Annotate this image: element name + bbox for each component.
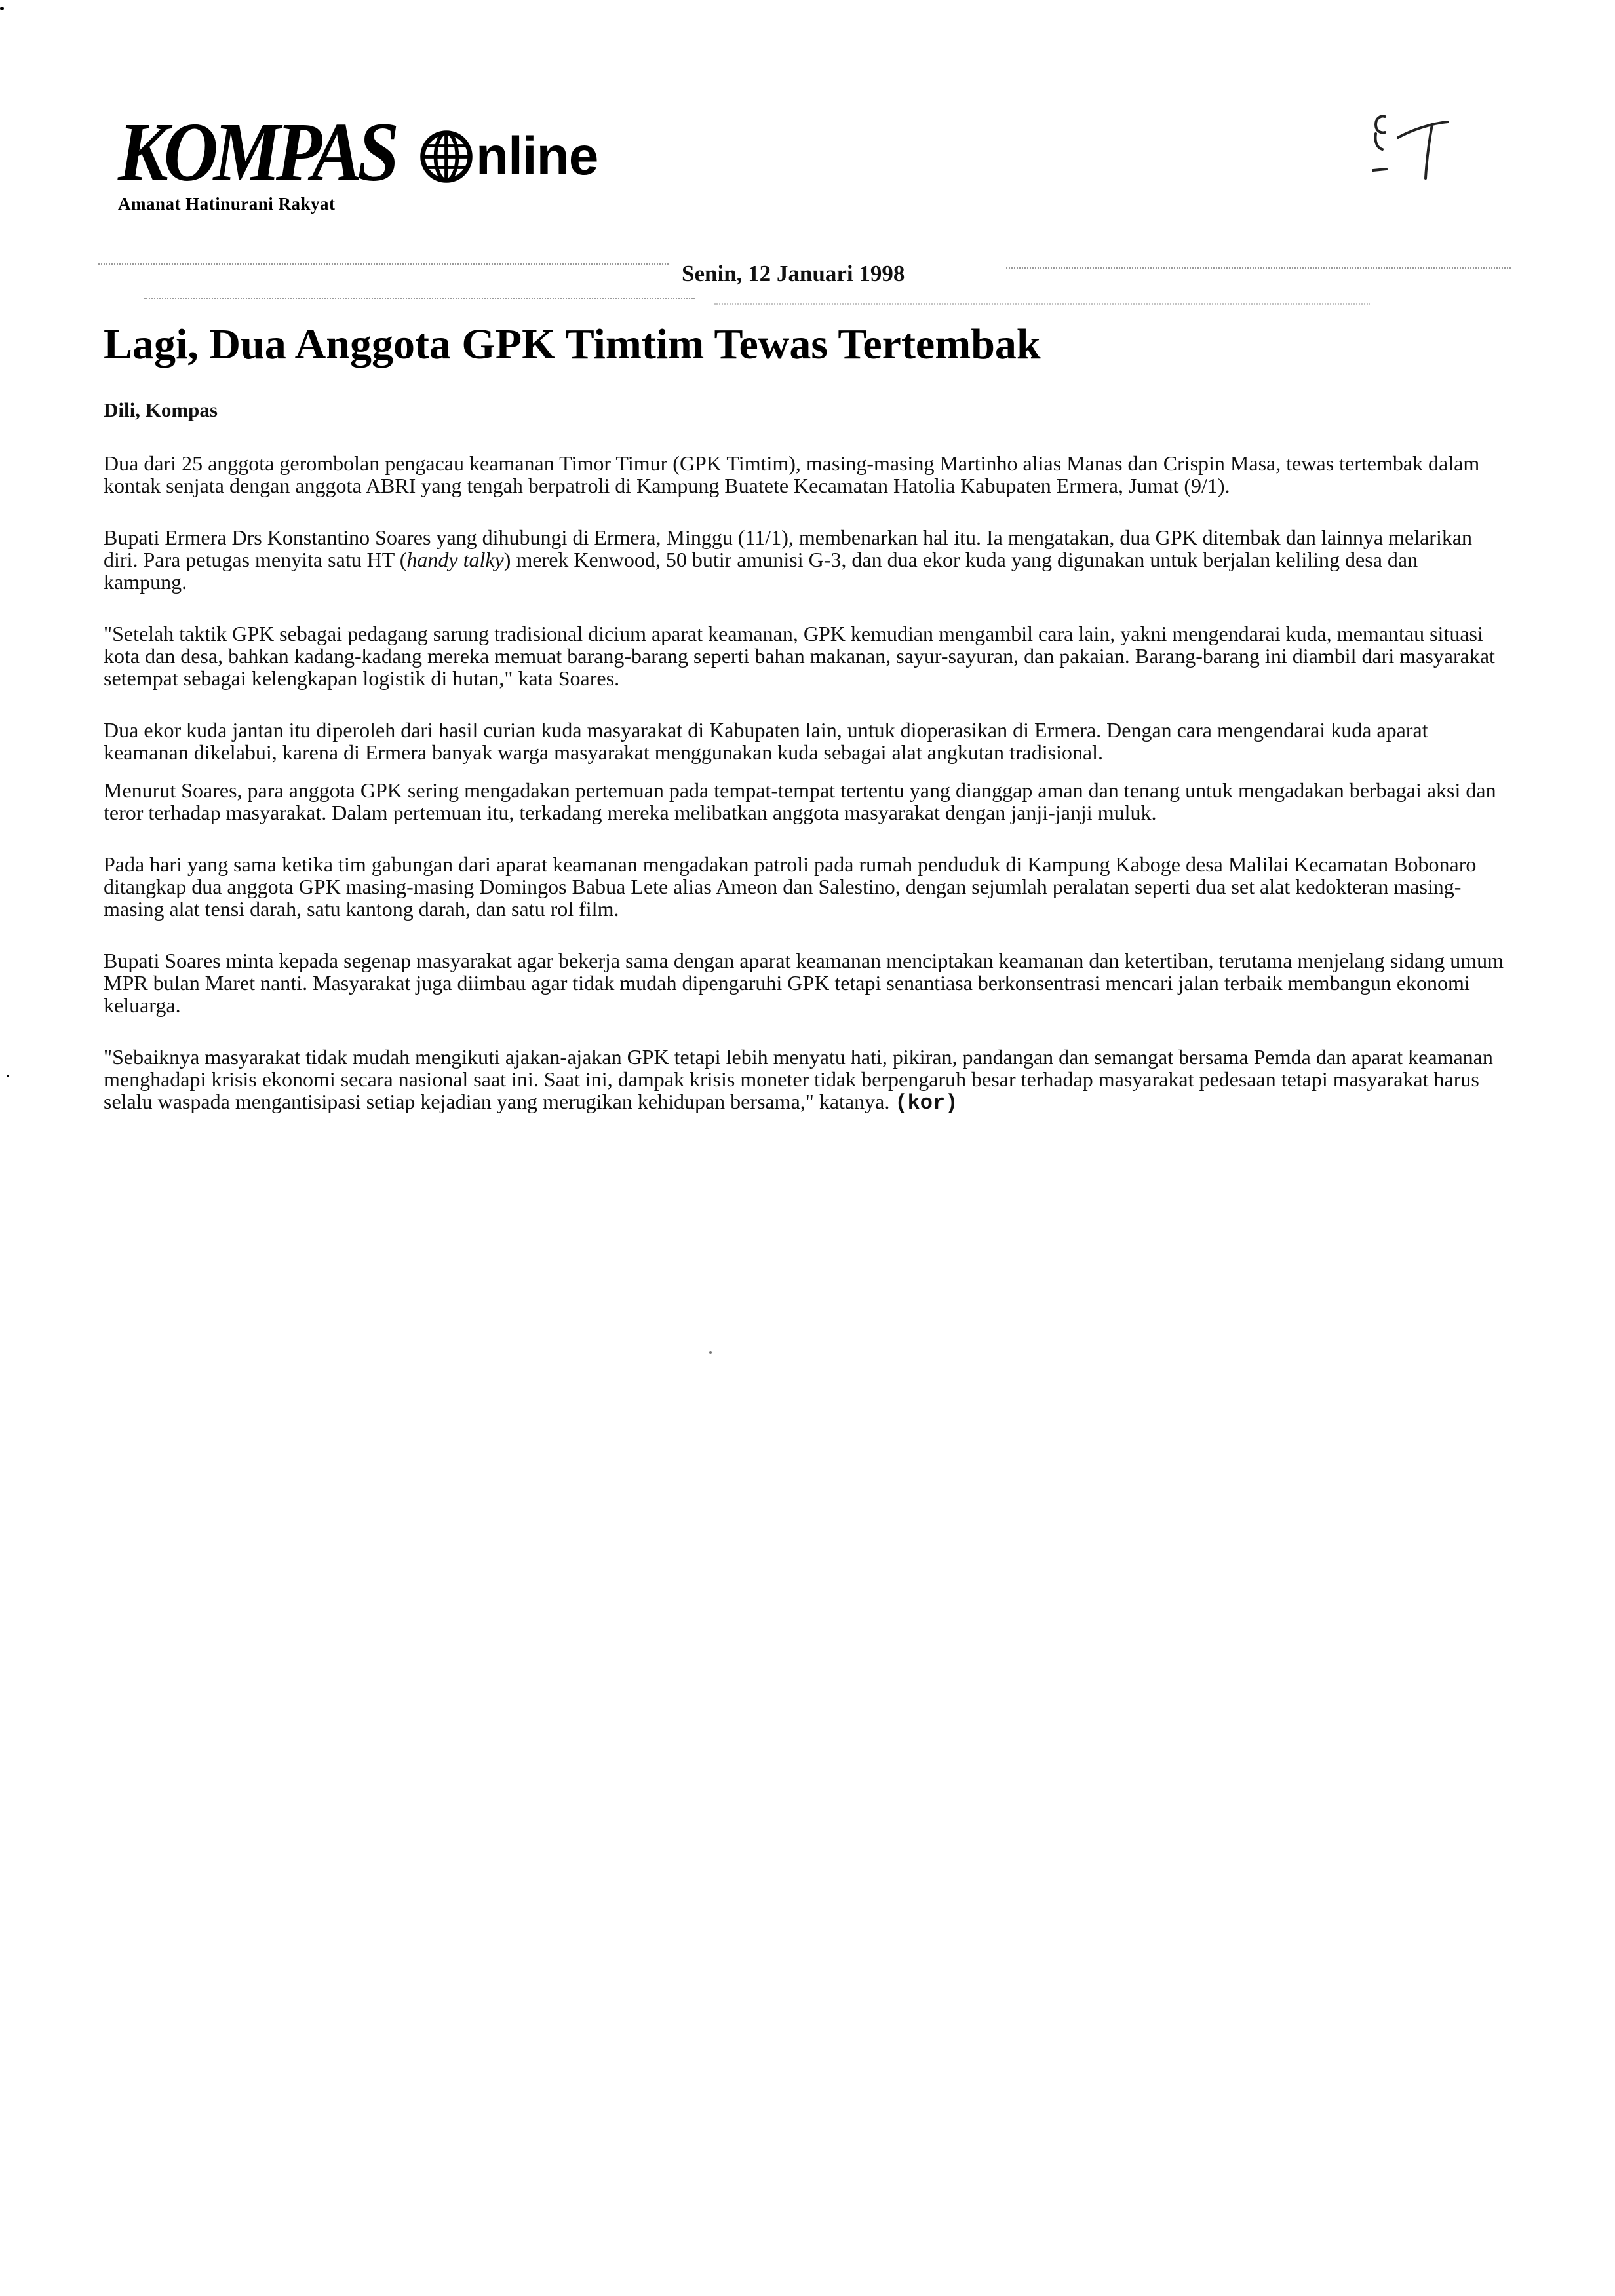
masthead-tagline: Amanat Hatinurani Rakyat: [118, 194, 336, 214]
paragraph-text: ) merek Kenwood, 50 butir amunisi G-3, dan dua ekor kuda yang digunakan untuk berjalan keliling desa dan kampung.: [104, 548, 1418, 594]
article-paragraph: [104, 1046, 1506, 1115]
article-paragraph: Menurut Soares, para anggota GPK sering mengadakan pertemuan pada tempat-tempat tertentu yang dianggap aman dan tenang untuk mengadakan berbagai aksi dan teror terhadap masyarakat. Dalam pertemuan itu, terkadang mereka melibatkan anggota masyarakat dengan janji-janji muluk.: [104, 778, 1496, 824]
scan-speck: [0, 7, 4, 10]
header-rule-lower-right: [714, 303, 1370, 305]
scan-speck: [7, 1075, 9, 1077]
header-rule-lower-left: [144, 298, 695, 299]
dateline: Senin, 12 Januari 1998: [682, 261, 905, 286]
article-paragraph: [104, 526, 1506, 593]
article-body: [104, 452, 1506, 1144]
handwritten-annotation: [1367, 105, 1452, 183]
header-rule-upper-left: [98, 263, 669, 265]
article-byline: Dili, Kompas: [104, 398, 218, 421]
scan-speck: [709, 1351, 712, 1354]
article-paragraph: Bupati Soares minta kepada segenap masyarakat agar bekerja sama dengan aparat keamanan menciptakan keamanan dan ketertiban, terutama menjelang sidang umum MPR bulan Maret nanti. Masyarakat juga diimbau agar tidak mudah dipengaruhi GPK tetapi senantiasa berkonsentrasi mencari jalan terbaik membangun ekonomi keluarga.: [104, 949, 1504, 1017]
kompas-logo: KOMPAS: [118, 105, 395, 199]
article-paragraph: "Setelah taktik GPK sebagai pedagang sarung tradisional dicium aparat keamanan, GPK kemudian mengambil cara lain, yakni mengendarai kuda, memantau situasi kota dan desa, bahkan kadang-kadang mereka memuat barang-barang seperti bahan makanan, sayur-sayuran, dan pakaian. Barang-barang ini diambil dari masyarakat setempat sebagai kelengkapan logistik di hutan," kata Soares.: [104, 622, 1495, 690]
online-logo: [419, 127, 598, 186]
online-logo-text: nline: [476, 126, 598, 186]
article-paragraph: Pada hari yang sama ketika tim gabungan dari aparat keamanan mengadakan patroli pada rumah penduduk di Kampung Kaboge desa Malilai Kecamatan Bobonaro ditangkap dua anggota GPK masing-masing Domingos Babua Lete alias Ameon dan Salestino, dengan sejumlah peralatan seperti dua set alat kedokteran masing-masing alat tensi darah, satu kantong darah, dan satu rol film.: [104, 852, 1477, 921]
author-code: (kor): [895, 1091, 958, 1115]
header-rule-upper-right: [1006, 267, 1511, 269]
masthead: [118, 105, 708, 221]
paragraph-text: "Sebaiknya masyarakat tidak mudah mengikuti ajakan-ajakan GPK tetapi lebih menyatu hati, pikiran, pandangan dan semangat bersama Pemda dan aparat keamanan menghadapi krisis ekonomi secara nasional saat ini. Saat ini, dampak krisis moneter tidak berpengaruh besar terhadap masyarakat pedesaan tetapi masyarakat harus selalu waspada mengantisipasi setiap kejadian yang merugikan kehidupan bersama," katanya.: [104, 1045, 1493, 1113]
article-headline: Lagi, Dua Anggota GPK Timtim Tewas Tertembak: [104, 320, 1041, 368]
article-paragraph: Dua ekor kuda jantan itu diperoleh dari hasil curian kuda masyarakat di Kabupaten lain, untuk dioperasikan di Ermera. Dengan cara mengendarai kuda aparat keamanan dikelabui, karena di Ermera banyak warga masyarakat menggunakan kuda sebagai alat angkutan tradisional.: [104, 718, 1428, 764]
paragraph-text: Bupati Ermera Drs Konstantino Soares yang dihubungi di Ermera, Minggu (11/1), membenarkan hal itu. Ia mengatakan, dua GPK ditembak dan lainnya melarikan diri. Para petugas menyita satu HT (: [104, 526, 1473, 571]
globe-icon: [419, 130, 473, 183]
emphasized-term: handy talky: [406, 548, 504, 571]
article-paragraph: Dua dari 25 anggota gerombolan pengacau keamanan Timor Timur (GPK Timtim), masing-masing Martinho alias Manas dan Crispin Masa, tewas tertembak dalam kontak senjata dengan anggota ABRI yang tengah berpatroli di Kampung Buatete Kecamatan Hatolia Kabupaten Ermera, Jumat (9/1).: [104, 451, 1480, 497]
